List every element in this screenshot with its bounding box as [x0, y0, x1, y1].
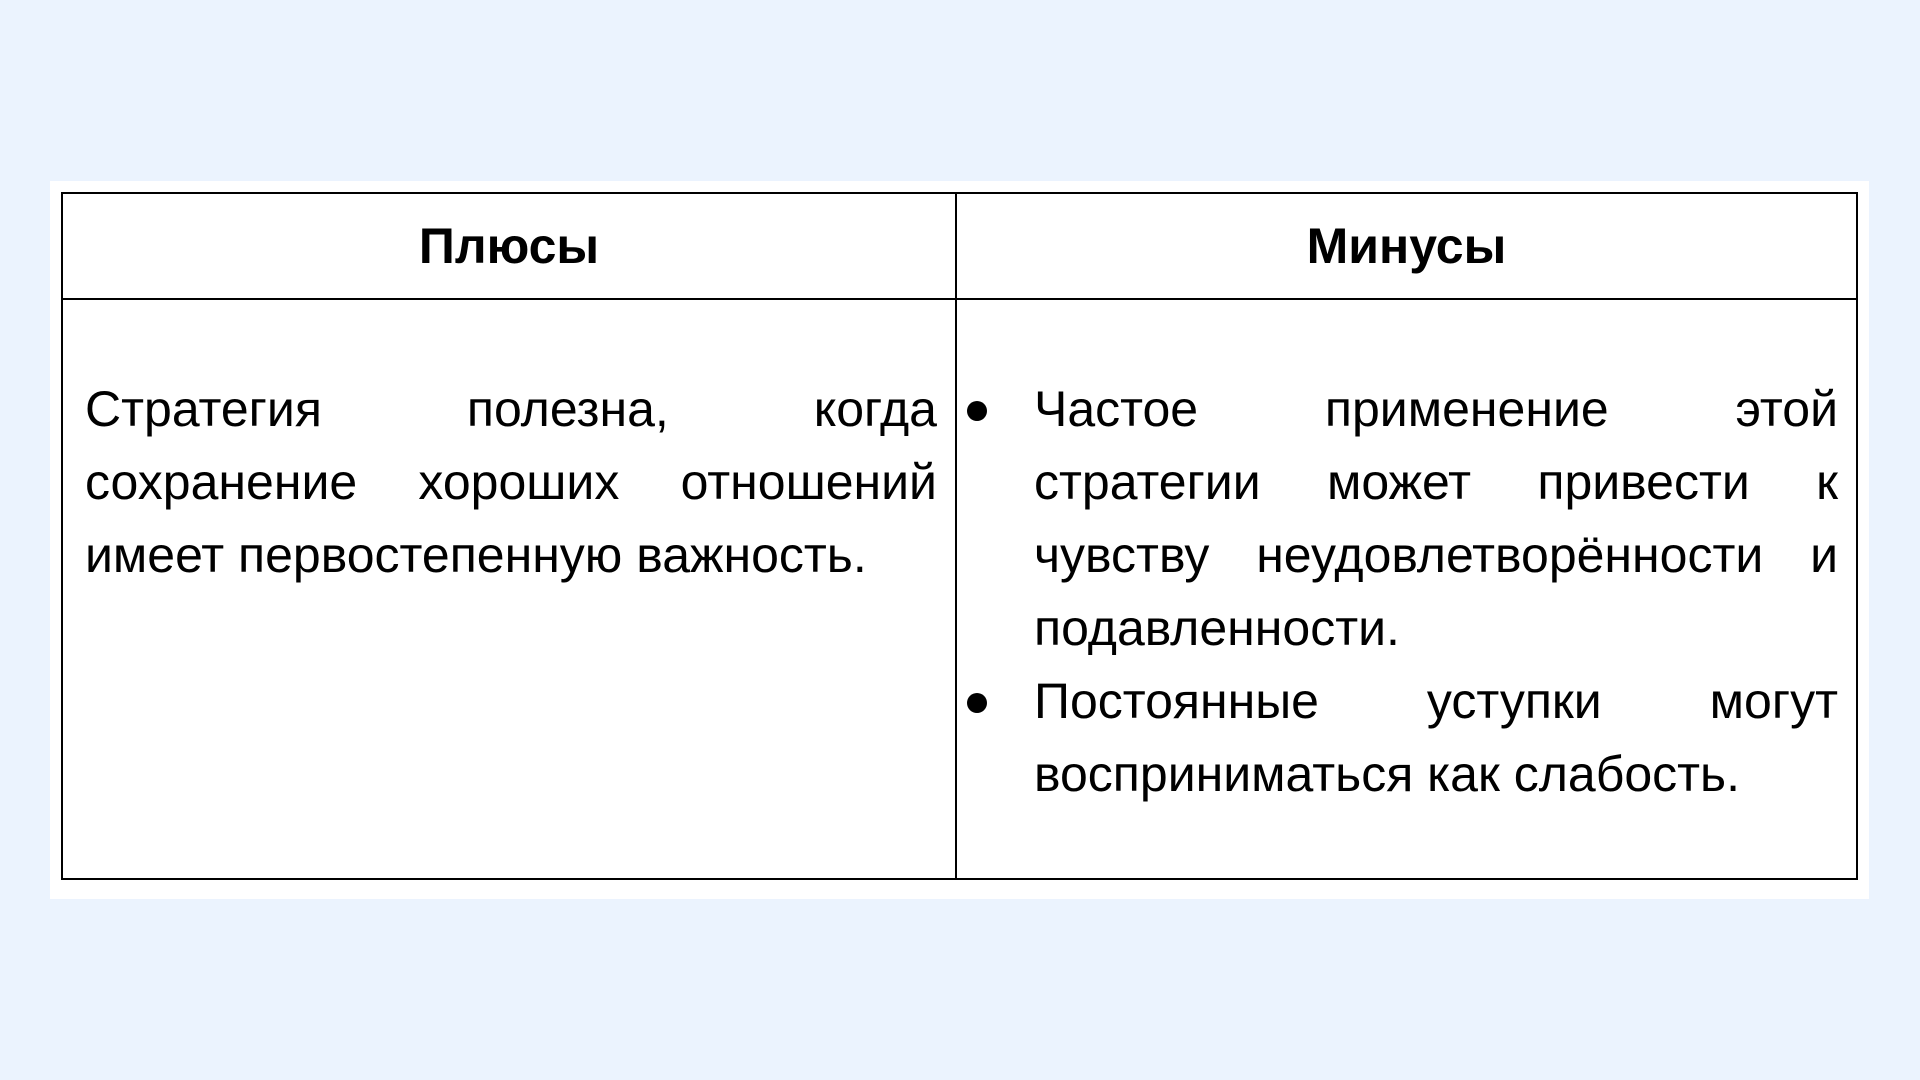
pros-cell [63, 300, 957, 878]
cons-item-text: Частое применение этой стратегии может привести к чувству неудовлетворённости и подавленности. [1034, 381, 1838, 656]
cons-header: Минусы [957, 194, 1856, 300]
table-card [50, 181, 1869, 899]
cons-cell [957, 300, 1856, 878]
pros-header: Плюсы [63, 194, 957, 300]
cons-item-text: Постоянные уступки могут восприниматься как слабость. [1034, 673, 1838, 802]
pros-cons-table [61, 192, 1858, 880]
pros-text: Стратегия полезна, когда сохранение хороших отношений имеет первостепенную важность. [85, 381, 937, 583]
bullet-dot-icon [957, 373, 1034, 446]
cons-list [957, 373, 1838, 811]
bullet-dot-icon [957, 665, 1034, 738]
list-item [957, 665, 1838, 811]
list-item [957, 373, 1838, 665]
